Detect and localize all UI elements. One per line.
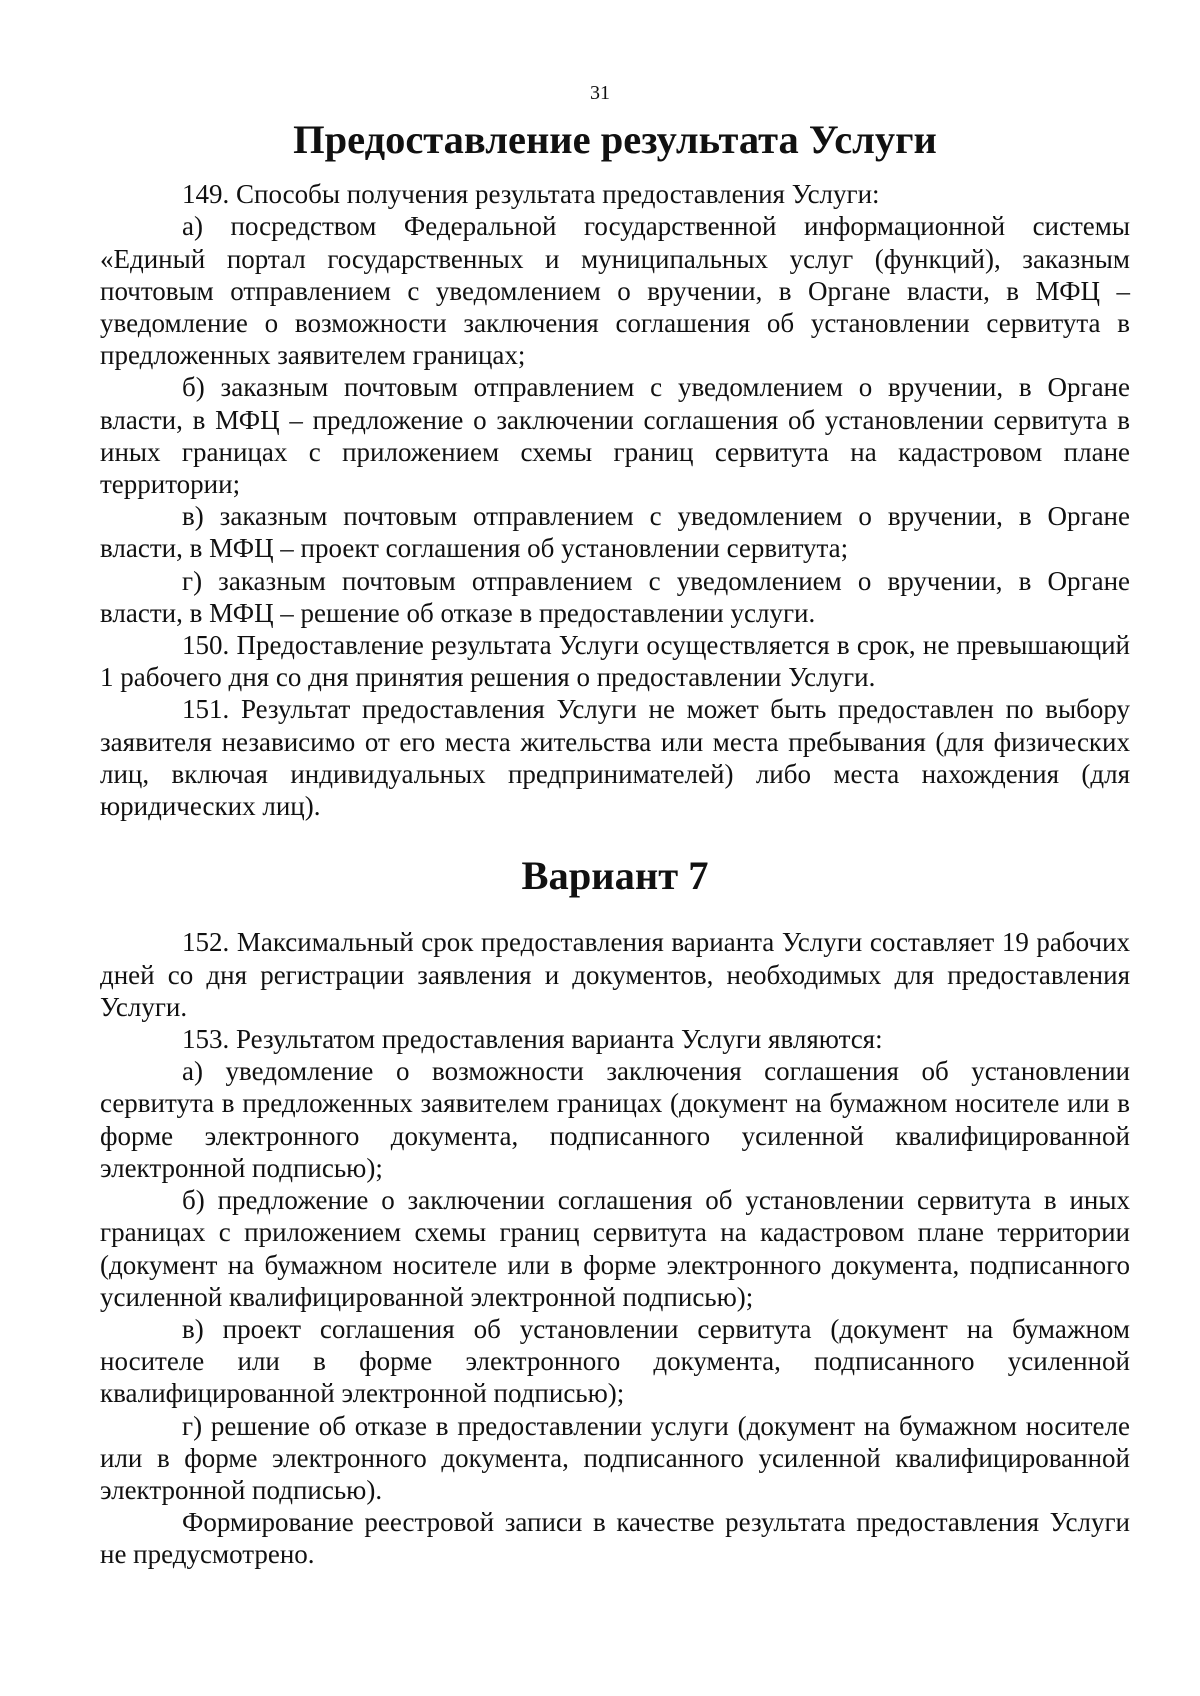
paragraph-153-b: б) предложение о заключении соглашения об установлении сервитута в иных границах с приложением схемы границ сервитута на кадастровом плане территории (документ на бумажном носителе или в форме электронного документа, подписанного усиленной квалифицированной электронной подписью); <box>100 1185 1130 1312</box>
section-heading: Вариант 7 <box>521 853 709 899</box>
paragraph-149-v: в) заказным почтовым отправлением с уведомлением о вручении, в Органе власти, в МФЦ – проект соглашения об установлении сервитута; <box>100 501 1130 564</box>
paragraph-149-g: г) заказным почтовым отправлением с уведомлением о вручении, в Органе власти, в МФЦ – решение об отказе в предоставлении услуги. <box>100 565 1130 628</box>
paragraph-153-v: в) проект соглашения об установлении сервитута (документ на бумажном носителе или в форме электронного документа, подписанного усиленной квалифицированной электронной подписью); <box>100 1313 1130 1409</box>
paragraph-153-g: г) решение об отказе в предоставлении услуги (документ на бумажном носителе или в форме электронного документа, подписанного усиленной квалифицированной электронной подписью). <box>100 1410 1130 1505</box>
paragraph-153: 153. Результатом предоставления варианта Услуги являются: <box>182 1024 883 1055</box>
paragraph-153-a: а) уведомление о возможности заключения соглашения об установлении сервитута в предложенных заявителем границах (документ на бумажном носителе или в форме электронного документа, подписанного усиленной квалифицированной электронной подписью); <box>100 1056 1130 1183</box>
section-result-delivery <box>100 117 1130 822</box>
paragraph-149: 149. Способы получения результата предоставления Услуги: <box>182 179 880 210</box>
paragraph-149-b: б) заказным почтовым отправлением с уведомлением о вручении, в Органе власти, в МФЦ – предложение о заключении соглашения об установлении сервитута в иных границах с приложением схемы границ сервитута на кадастровом плане территории; <box>100 372 1130 500</box>
paragraph-152: 152. Максимальный срок предоставления варианта Услуги составляет 19 рабочих дней со дня регистрации заявления и документов, необходимых для предоставления Услуги. <box>100 927 1130 1022</box>
paragraph-149-a: а) посредством Федеральной государственной информационной системы «Единый портал государственных и муниципальных услуг (функций), заказным почтовым отправлением с уведомлением о вручении, в Органе власти, в МФЦ – уведомление о возможности заключения соглашения об установлении сервитута в предложенных заявителем границах; <box>100 211 1130 371</box>
paragraph-151: 151. Результат предоставления Услуги не может быть предоставлен по выбору заявителя независимо от его места жительства или места пребывания (для физических лиц, включая индивидуальных предпринимателей) либо места нахождения (для юридических лиц). <box>100 694 1130 822</box>
page-content <box>100 117 1130 1571</box>
paragraph-150: 150. Предоставление результата Услуги осуществляется в срок, не превышающий 1 рабочего дня со дня принятия решения о предоставлении Услуги. <box>100 630 1130 693</box>
paragraph-registry-note: Формирование реестровой записи в качестве результата предоставления Услуги не предусмотрено. <box>100 1507 1130 1570</box>
section-heading: Предоставление результата Услуги <box>293 117 937 162</box>
section-variant-7 <box>100 853 1130 1570</box>
page-number: 31 <box>590 82 610 104</box>
